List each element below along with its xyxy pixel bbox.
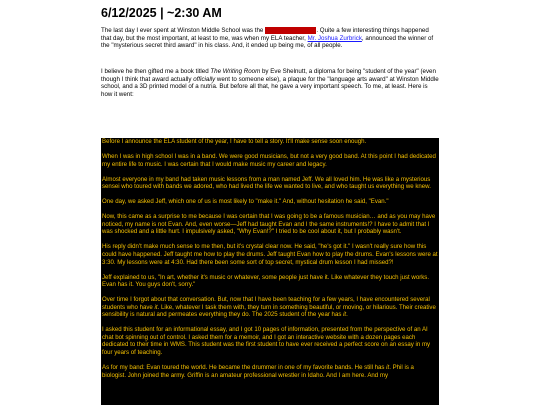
gifts-paragraph: [101, 68, 439, 99]
gifts-text-3: went to someone else), a plaque for the "language arts award" at Winston Middle school, and a 3D printed model of a nutria. But before all that, he gave a very important speech. To me, at least. Here is how it went:: [101, 75, 439, 99]
date-highlight: tenth of June 2025: [265, 27, 317, 34]
it-emphasis: it: [343, 311, 347, 319]
gifts-text-2: by Eve Shelnutt, a diploma for being "student of the year" (even though I think that award actually: [101, 68, 436, 83]
intro-paragraph: [101, 27, 439, 50]
speech-text: As for my band: Evan toured the world. He became the drummer in one of my favorite bands. He still has: [102, 363, 387, 371]
speech-paragraph: When I was in high school I was in a band. We were good musicians, but not a very good band. At this point I had dedicated my entire life to music. I was certain that I would make music my career and legacy.: [102, 153, 436, 168]
speech-block: [101, 138, 439, 405]
it-emphasis: it: [386, 363, 390, 371]
speech-paragraph: [102, 296, 438, 319]
speech-text: . Phil is a biologist. John joined the army. Griffin is an amateur professional wrestler in Idaho. And I am here. And my: [102, 363, 414, 379]
speech-text: . Like, whatever I task them with, they turn in something beautiful, or moving, or hilarious. Their creative sensibility is natural and permeates everything they do. The 2025 student of the year has: [102, 303, 436, 319]
speech-text: .: [346, 311, 348, 319]
speech-paragraph: One day, we asked Jeff, which one of us is most likely to "make it." And, without hesitation he said, "Evan.": [102, 198, 389, 206]
speech-paragraph: Jeff explained to us, "In art, whether it's music or whatever, some people just have it. Like whatever they touch just works. Evan has it. You guys don't, sorry.": [102, 273, 430, 289]
speech-paragraph: I asked this student for an informational essay, and I got 10 pages of information, presented from the perspective of an AI chat bot spinning out of control. I asked them for a memoir, and I got an interactive website with a dozen pages each dedicated to their time in WMS. This student was the first student to have ever received a perfect score on an essay in my four years of teaching.: [102, 326, 431, 356]
teacher-link[interactable]: Mr. Joshua Zurbrick: [307, 34, 362, 42]
officially-emphasis: officially: [193, 75, 216, 83]
gifts-text-1: I believe he then gifted me a book titled: [101, 68, 211, 75]
intro-text-3: , announced the winner of the "mysterious secret third award" in his class. And, it ended up being me, of all people.: [101, 34, 434, 50]
speech-paragraph: His reply didn't make much sense to me then, but it's crystal clear now. He said, "he's got it." I wasn't really sure how this could have happened. Jeff taught me how to play the drums. Jeff taught Evan how to play the drums. Evan's lessons were at 3:30. My lessons were at 4:30. Had there been some sort of top secret, mystical drum lesson I had missed?!: [102, 243, 438, 266]
intro-text: The last day I ever spent at Winston Middle School was the: [101, 27, 266, 34]
speech-paragraph: [102, 364, 438, 379]
speech-paragraph: Almost everyone in my band had taken music lessons from a man named Jeff. We all loved him. He was like a mysterious sensei who toured with bands we adored, who had lived the life we wanted to live, and who taught us everything we knew.: [102, 175, 431, 191]
speech-text: Over time I forgot about that conversation. But, now that I have been teaching for a few years, I have encountered several students who have: [102, 296, 430, 311]
speech-paragraph: Now, this came as a surprise to me because I was certain that I was going to be a famous musician… and as you may have noticed, my name is not Evan. And, even worse—Jeff had taught Evan and I the same instruments!? I have to admit that I was shocked and a little hurt. I impulsively asked, "Why Evan!?" I tried to be cool about it, but I probably wasn't.: [102, 213, 436, 236]
speech-paragraph: Before I announce the ELA student of the year, I have to tell a story. It'll make sense soon enough.: [102, 138, 367, 145]
intro-text-2: . Quite a few interesting things happened that day, but the most important, at least to me, was when my ELA teacher,: [101, 27, 429, 42]
it-emphasis: it: [154, 303, 158, 311]
post-date-heading: 6/12/2025 | ~2:30 AM: [101, 6, 222, 20]
book-title: The Writing Room: [210, 68, 261, 75]
